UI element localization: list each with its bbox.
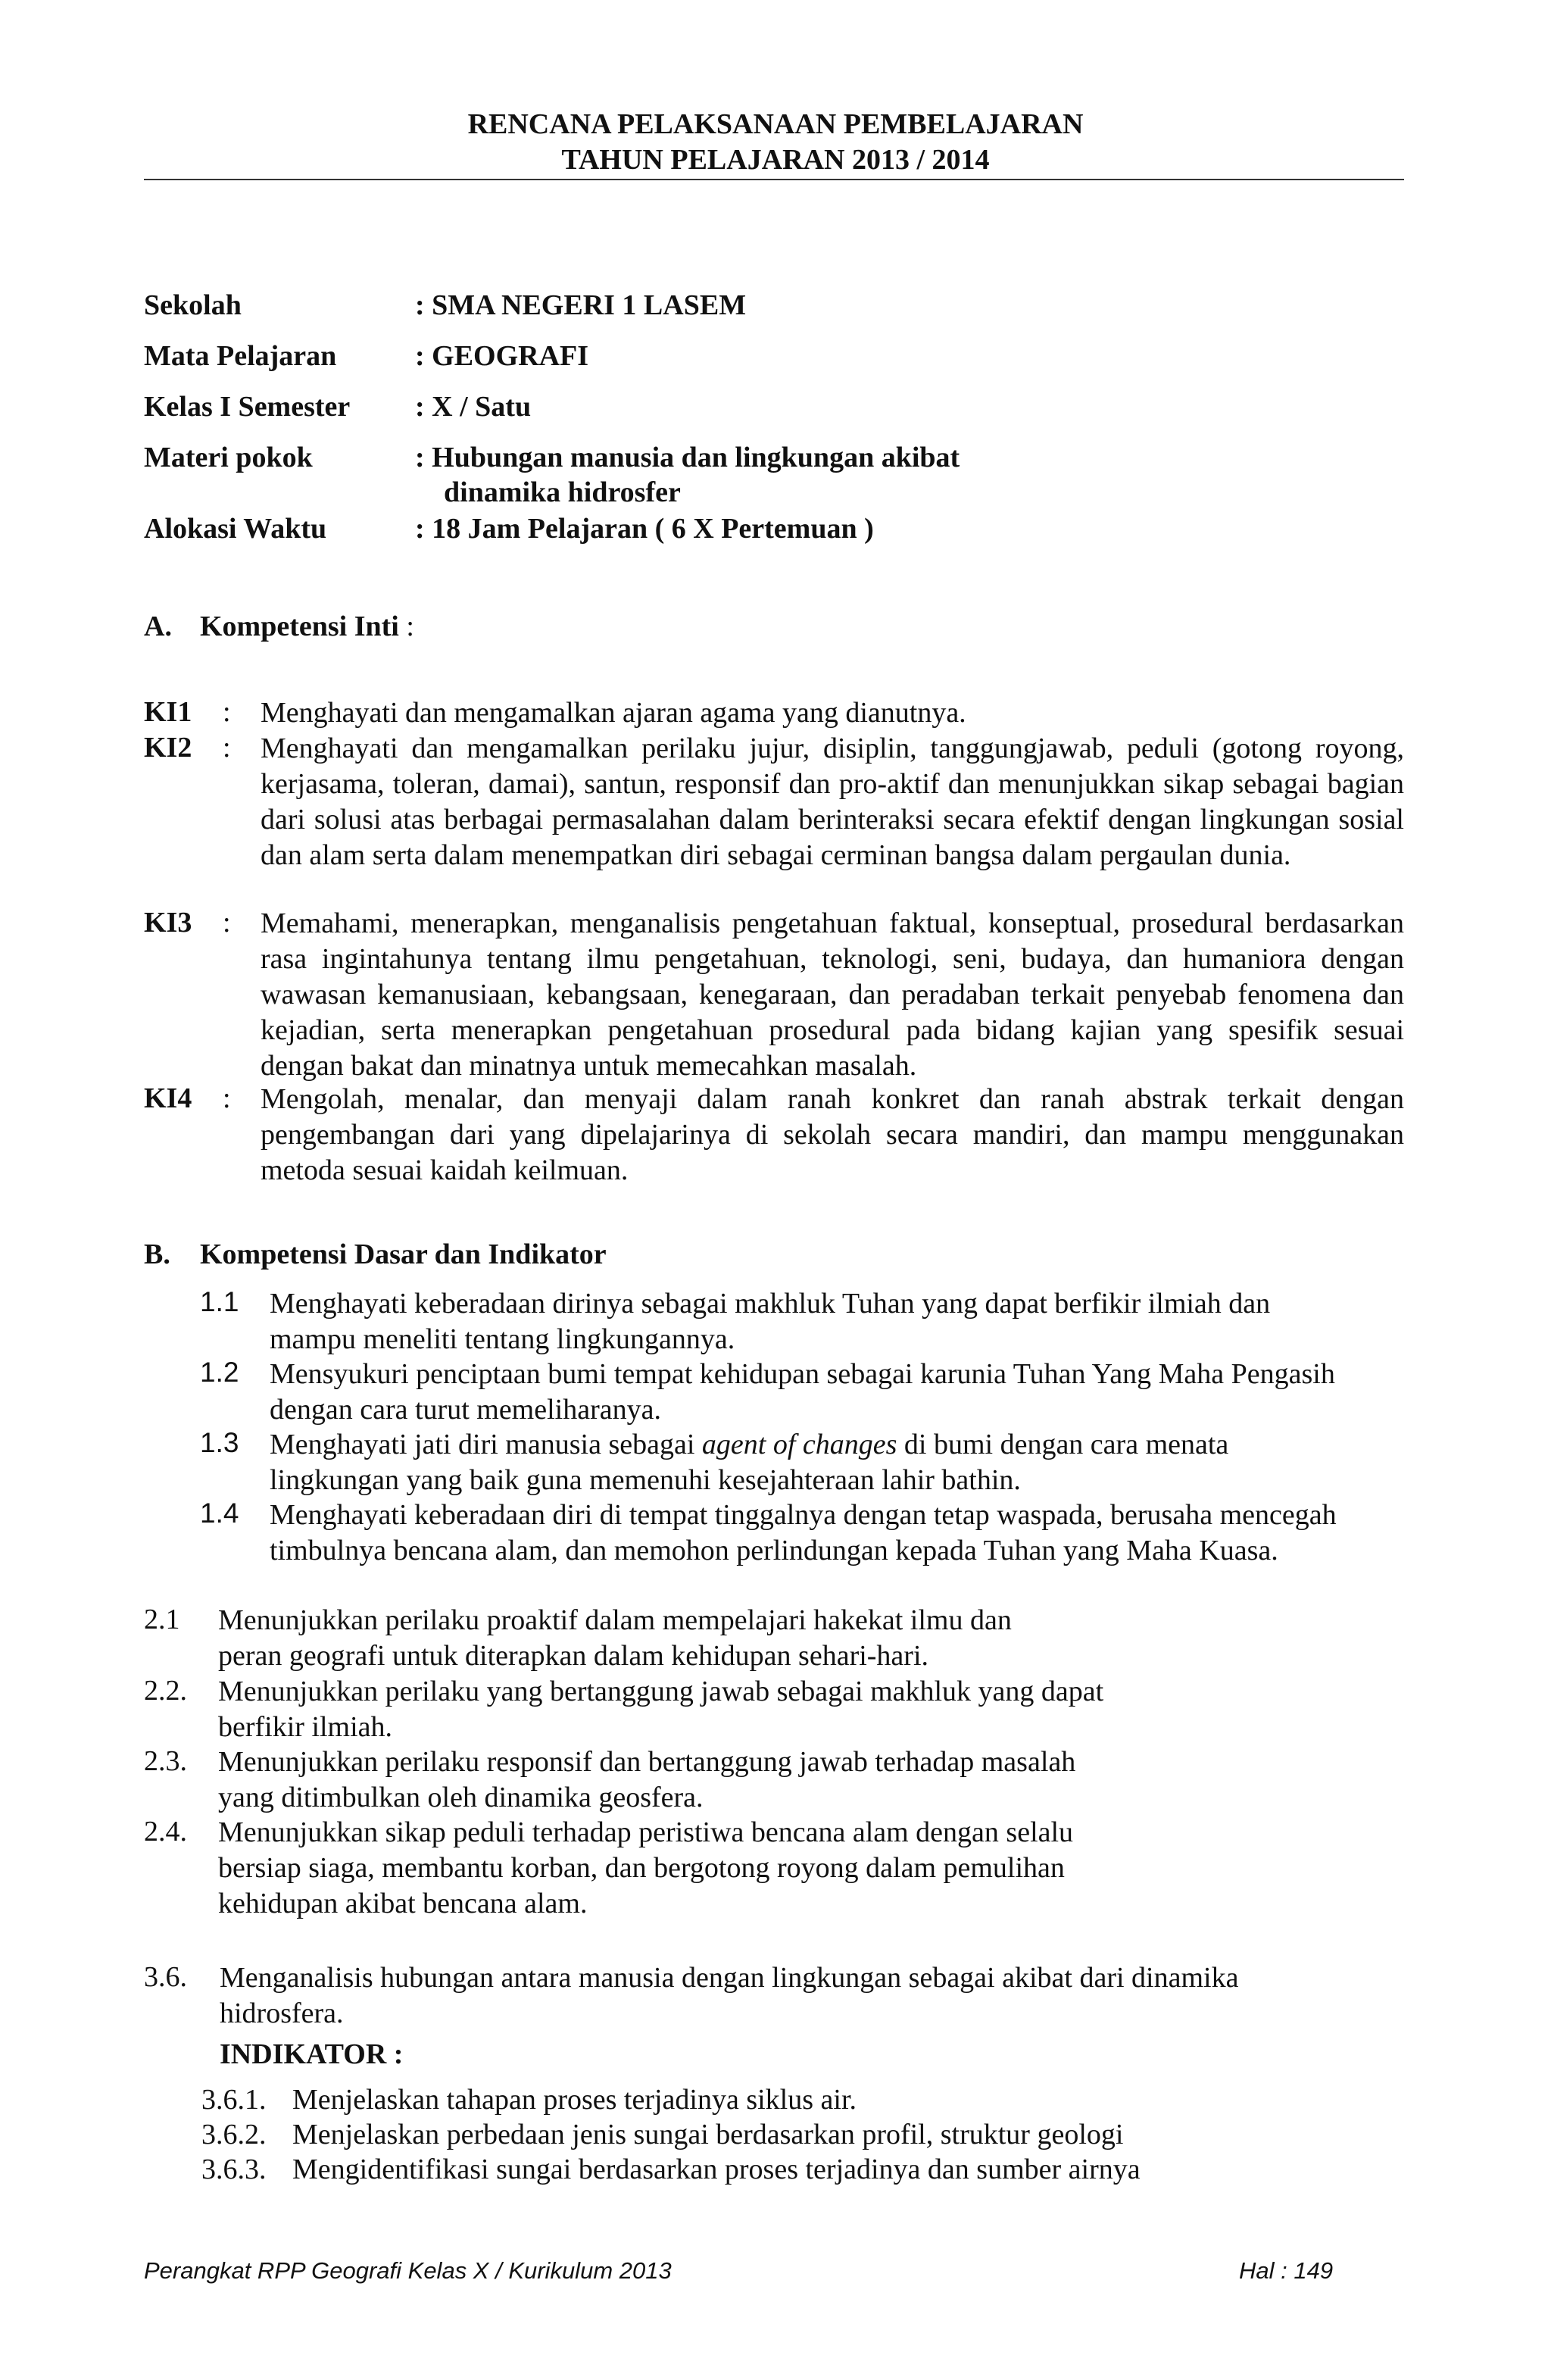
- kd-3-6-text: Menganalisis hubungan antara manusia dengan lingkungan sebagai akibat dari dinamika hidrosfera.: [220, 1962, 1239, 2029]
- ki2-text: Menghayati dan mengamalkan perilaku jujur, disiplin, tanggungjawab, peduli (gotong royong, kerjasama, toleran, damai), santun, responsif dan pro-aktif dan menunjukkan sikap sebagai bagian dari solusi atas berbagai permasalahan dalam berinteraksi secara efektif dengan lingkungan sosial dan alam serta dalam menempatkan diri sebagai cerminan bangsa dalam pergaulan dunia.: [261, 732, 1404, 871]
- kd-1-3-emphasis: agent of changes: [701, 1429, 897, 1460]
- indikator-3-6-3-text: Mengidentifikasi sungai berdasarkan proses terjadinya dan sumber airnya: [292, 2154, 1141, 2185]
- footer-page-number: Hal : 149: [1239, 2257, 1334, 2284]
- document-title: RENCANA PELAKSANAAN PEMBELAJARAN: [467, 108, 1084, 140]
- section-b-label: B.: [144, 1238, 170, 1270]
- kd-3-6-number: 3.6.: [144, 1961, 187, 1993]
- indikator-3-6-2-number: 3.6.2.: [201, 2119, 267, 2150]
- ki3-text: Memahami, menerapkan, menganalisis pengetahuan faktual, konseptual, prosedural berdasarkan rasa ingintahunya tentang ilmu pengetahuan, teknologi, seni, budaya, dan humaniora dengan wawasan kemanusiaan, kebangsaan, kenegaraan, dan peradaban terkait penyebab fenomena dan kejadian, serta menerapkan pengetahuan prosedural pada bidang kajian yang spesifik sesuai dengan bakat dan minatnya untuk memecahkan masalah.: [261, 907, 1404, 1082]
- kd-1-3-text: Menghayati jati diri manusia sebagai agent of changes di bumi dengan cara menata lingkungan yang baik guna memenuhi kesejahteraan lahir bathin.: [270, 1429, 1229, 1496]
- value-alokasi-waktu: : 18 Jam Pelajaran ( 6 X Pertemuan ): [415, 513, 874, 545]
- label-alokasi-waktu: Alokasi Waktu: [144, 513, 327, 545]
- kd-2-3-text: Menunjukkan perilaku responsif dan bertanggung jawab terhadap masalah yang ditimbulkan oleh dinamika geosfera.: [218, 1746, 1076, 1813]
- label-materi-pokok: Materi pokok: [144, 442, 313, 473]
- kd-1-4-number: 1.4: [200, 1498, 239, 1529]
- value-sekolah: : SMA NEGERI 1 LASEM: [415, 289, 747, 321]
- label-sekolah: Sekolah: [144, 289, 242, 321]
- ki1-code: KI1: [144, 696, 192, 728]
- section-a-heading: [144, 610, 414, 643]
- section-a-title: Kompetensi Inti: [200, 611, 399, 642]
- indikator-heading: INDIKATOR :: [220, 2038, 404, 2070]
- kd-1-2-number: 1.2: [200, 1357, 239, 1388]
- ki4-code: KI4: [144, 1082, 192, 1114]
- header-rule: [144, 179, 1404, 180]
- ki3-code: KI3: [144, 907, 192, 939]
- kd-1-2-text: Mensyukuri penciptaan bumi tempat kehidupan sebagai karunia Tuhan Yang Maha Pengasih dengan cara turut memeliharanya.: [270, 1358, 1335, 1426]
- kd-2-1-text: Menunjukkan perilaku proaktif dalam mempelajari hakekat ilmu dan peran geografi untuk diterapkan dalam kehidupan sehari-hari.: [218, 1604, 1012, 1672]
- ki2-code: KI2: [144, 732, 192, 764]
- ki4-colon: :: [223, 1082, 231, 1114]
- value-materi-pokok: : Hubungan manusia dan lingkungan akibat: [415, 442, 960, 473]
- section-b-title: Kompetensi Dasar dan Indikator: [200, 1238, 607, 1270]
- kd-2-1-number: 2.1: [144, 1604, 180, 1635]
- kd-1-3-number: 1.3: [200, 1427, 239, 1458]
- kd-1-1-text: Menghayati keberadaan dirinya sebagai makhluk Tuhan yang dapat berfikir ilmiah dan mampu meneliti tentang lingkungannya.: [270, 1288, 1271, 1355]
- kd-2-4-text: Menunjukkan sikap peduli terhadap peristiwa bencana alam dengan selalu bersiap siaga, membantu korban, dan bergotong royong dalam pemulihan kehidupan akibat bencana alam.: [218, 1816, 1074, 1919]
- kd-2-2-number: 2.2.: [144, 1675, 187, 1707]
- label-mata-pelajaran: Mata Pelajaran: [144, 340, 337, 372]
- ki3-colon: :: [223, 907, 231, 939]
- section-a-label: A.: [144, 611, 172, 642]
- section-a-suffix: :: [398, 611, 414, 642]
- indikator-3-6-3-number: 3.6.3.: [201, 2154, 267, 2185]
- document-subtitle: TAHUN PELAJARAN 2013 / 2014: [561, 144, 990, 176]
- kd-2-2-text: Menunjukkan perilaku yang bertanggung jawab sebagai makhluk yang dapat berfikir ilmiah.: [218, 1676, 1104, 1743]
- footer-document-name: Perangkat RPP Geografi Kelas X / Kurikulum 2013: [144, 2257, 672, 2284]
- section-b-heading: [144, 1238, 607, 1271]
- value-mata-pelajaran: : GEOGRAFI: [415, 340, 589, 372]
- label-kelas-semester: Kelas I Semester: [144, 391, 351, 423]
- indikator-3-6-2-text: Menjelaskan perbedaan jenis sungai berdasarkan profil, struktur geologi: [292, 2119, 1124, 2150]
- kd-1-1-number: 1.1: [200, 1286, 239, 1317]
- ki1-colon: :: [223, 696, 231, 728]
- kd-1-4-text: Menghayati keberadaan diri di tempat tinggalnya dengan tetap waspada, berusaha mencegah timbulnya bencana alam, dan memohon perlindungan kepada Tuhan yang Maha Kuasa.: [270, 1499, 1337, 1566]
- ki1-text: Menghayati dan mengamalkan ajaran agama yang dianutnya.: [261, 697, 966, 729]
- kd-2-3-number: 2.3.: [144, 1745, 187, 1777]
- ki2-colon: :: [223, 732, 231, 764]
- indikator-3-6-1-text: Menjelaskan tahapan proses terjadinya siklus air.: [292, 2084, 857, 2116]
- value-kelas-semester: : X / Satu: [415, 391, 532, 423]
- ki4-text: Mengolah, menalar, dan menyaji dalam ranah konkret dan ranah abstrak terkait dengan pengembangan dari yang dipelajarinya di sekolah secara mandiri, dan mampu menggunakan metoda sesuai kaidah keilmuan.: [261, 1083, 1404, 1186]
- value-materi-pokok-cont: dinamika hidrosfer: [444, 476, 681, 508]
- kd-2-4-number: 2.4.: [144, 1816, 187, 1847]
- indikator-3-6-1-number: 3.6.1.: [201, 2084, 267, 2116]
